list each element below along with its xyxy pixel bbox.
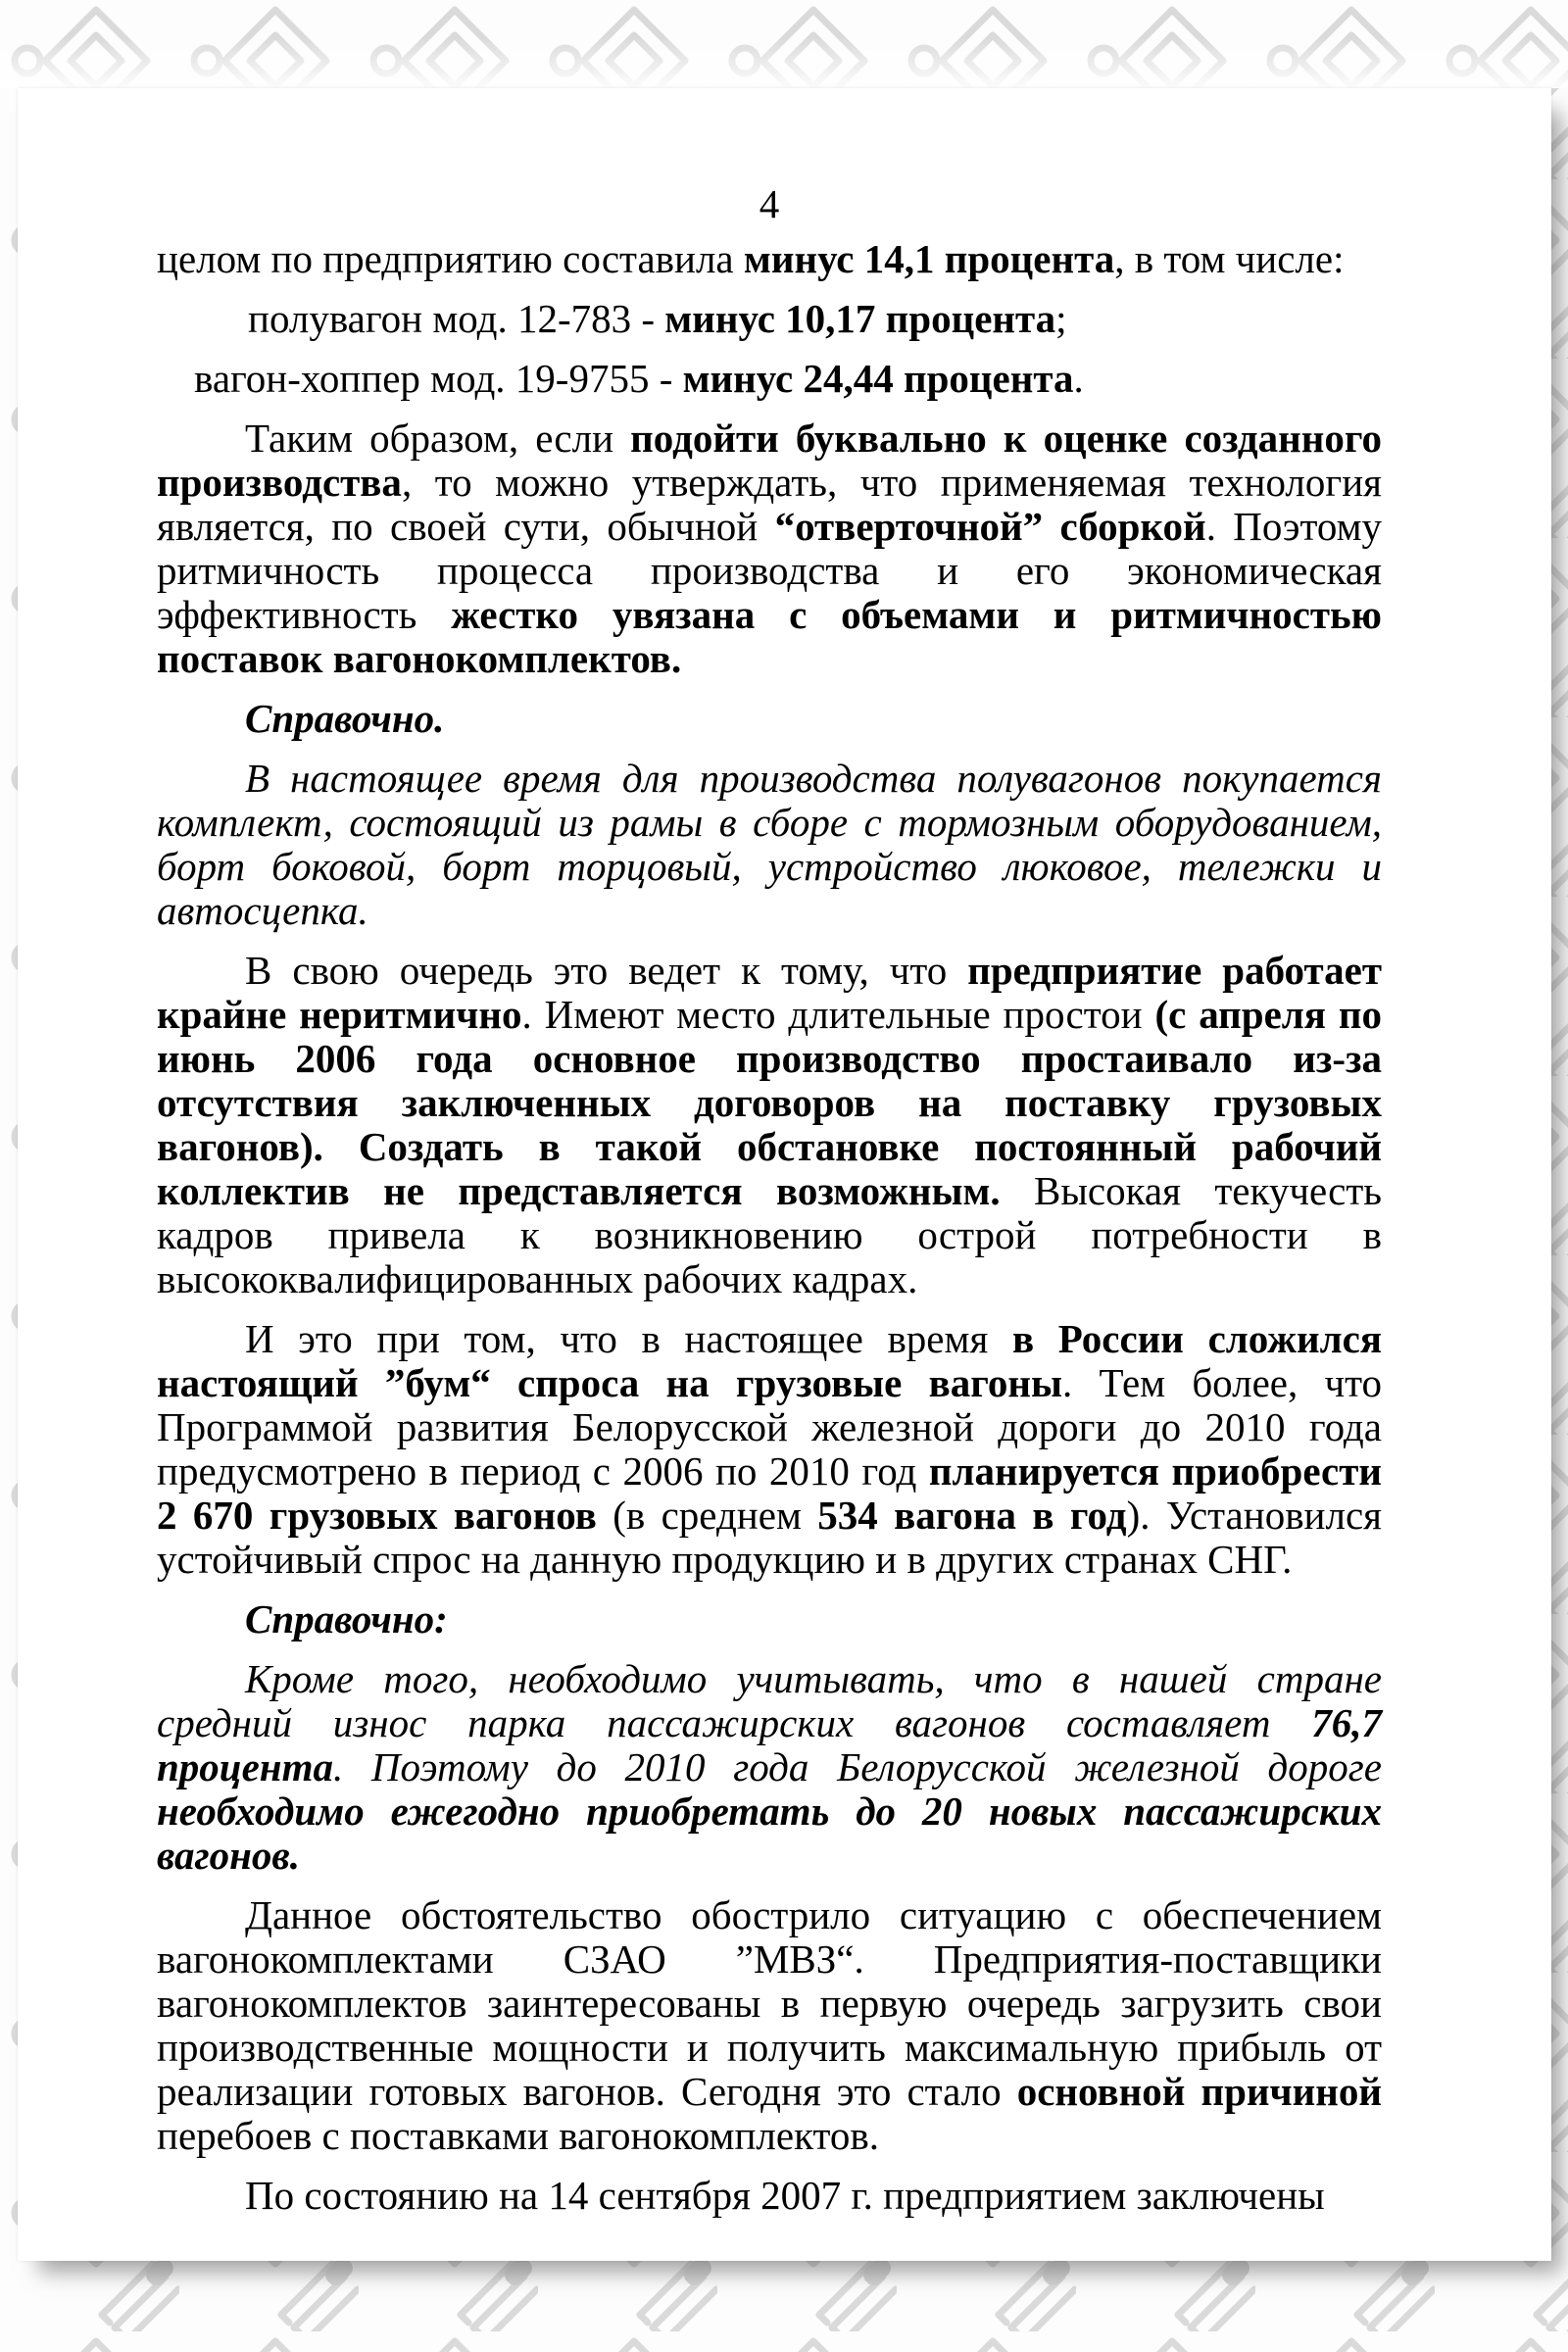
text-run: основной причиной [1016,2069,1382,2114]
text-run: . Имеют место длительные простои [521,992,1155,1037]
text-run: перебоев с поставками вагонокомплектов. [157,2113,879,2158]
text-run: В настоящее время для производства полувагонов покупается комплект, состоящий из рамы в сборе с тормозным оборудованием, борт боковой, борт торцовый, устройство люковое, тележки и автосцепка. [157,756,1382,933]
text-run: 534 вагона в год [817,1493,1127,1538]
text-run: жестко увязана с объемами и ритмичностью поставок вагонокомплектов. [157,592,1382,681]
text-run: подойти буквально к оценке созданного производства [157,416,1382,505]
text-run: “отверточной” сборкой [774,504,1206,549]
para-reference-1 [157,757,1382,933]
text-run: вагон-хоппер мод. 19-9755 - [194,356,683,401]
text-run: Данное обстоятельство обострило ситуацию с обеспечением вагонокомплектами СЗАО ”МВЗ“. Предприятия-поставщики вагонокомплектов заинтересованы в первую очередь загрузить свои производственные мощности и получить максимальную прибыль от реализации готовых вагонов. Сегодня это стало [157,1892,1382,2114]
text-run: Кроме того, необходимо учитывать, что в нашей стране средний износ парка пассажирских вагонов составляет [157,1656,1382,1745]
text-run: необходимо ежегодно приобретать до 20 новых пассажирских вагонов. [157,1788,1382,1878]
text-run: ; [1055,296,1067,341]
text-run: . [1073,356,1084,401]
document-body [157,237,1382,2218]
heading-reference-1 [157,697,1382,741]
text-run: 76,7 процента [157,1700,1382,1789]
text-run: (с апреля по июнь 2006 года основное производство простаивало из-за отсутствия заключенных договоров на поставку грузовых вагонов). Создать в такой обстановке постоянный рабочий коллектив не представляется возможным. [157,992,1382,1213]
text-run: В свою очередь это ведет к тому, что [245,948,968,993]
text-run: минус 14,1 процента [743,236,1115,281]
text-run: , то можно утверждать, что применяемая технология является, по своей сути, обычной [157,460,1382,549]
text-run: ). Установился устойчивый спрос на данную продукцию и в других странах СНГ. [157,1493,1383,1582]
text-run: , в том числе: [1114,236,1345,281]
text-run: . Тем более, что Программой развития Белорусской железной дороги до 2010 года предусмотрено в период с 2006 по 2010 год [157,1360,1382,1494]
para-contracts-status [157,2174,1382,2218]
text-run: По состоянию на 14 сентября 2007 г. предприятием заключены [245,2173,1325,2218]
para-demand-boom [157,1317,1382,1582]
document-page [18,88,1551,2261]
para-assembly-assessment [157,416,1382,681]
list-item-gondola [157,297,1382,341]
text-run: Справочно. [245,696,445,741]
background-fade [0,37,1568,88]
text-run: предприятие работает крайне неритмично [157,948,1382,1037]
text-run: Таким образом, если [245,416,631,461]
heading-reference-2 [157,1597,1382,1642]
text-run: в России сложился настоящий ”бум“ спроса на грузовые вагоны [157,1316,1382,1405]
list-item-hopper [157,357,1382,401]
text-run: И это при том, что в настоящее время [245,1316,1012,1361]
para-irregular-operation [157,949,1382,1301]
text-run: минус 24,44 процента [682,356,1074,401]
document-content [18,88,1551,2218]
text-run: Справочно: [245,1596,448,1642]
opening-line [157,237,1382,281]
text-run: Высокая текучесть кадров привела к возникновению острой потребности в высококвалифицированных рабочих кадрах. [157,1168,1382,1301]
text-run: минус 10,17 процента [664,296,1056,341]
text-run: полувагон мод. 12-783 - [248,296,665,341]
page-number: 4 [759,181,780,226]
text-run: . Поэтому ритмичность процесса производства и его экономическая эффективность [157,504,1383,637]
text-run: целом по предприятию составила [157,236,744,281]
text-run: . Поэтому до 2010 года Белорусской железной дороге [332,1744,1382,1789]
text-run: планируется приобрести 2 670 грузовых вагонов [157,1448,1382,1538]
text-run: (в среднем [596,1493,818,1538]
para-reference-2 [157,1657,1382,1878]
para-supply-issue [157,1893,1382,2158]
